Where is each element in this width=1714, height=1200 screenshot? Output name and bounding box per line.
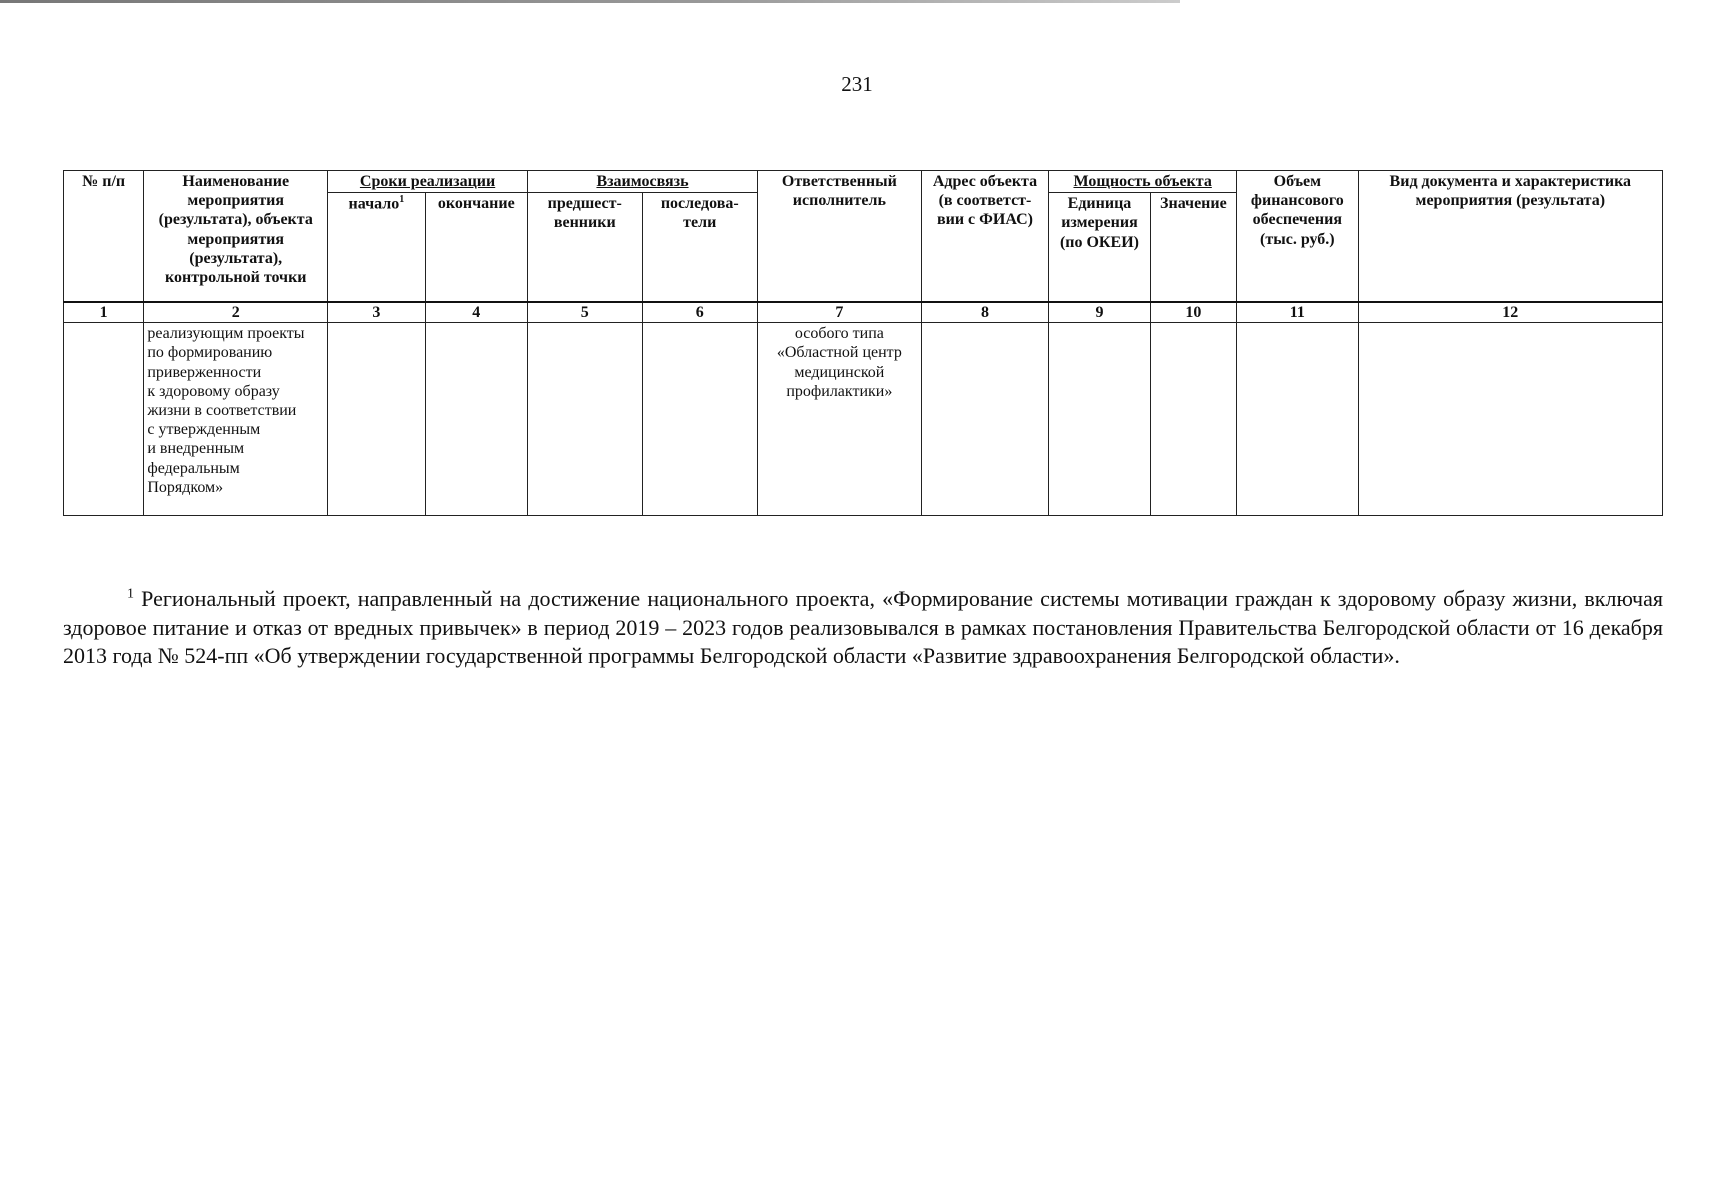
cell-successors	[642, 323, 758, 516]
cell-start	[328, 323, 425, 516]
cell-finance	[1237, 323, 1359, 516]
header-start	[328, 193, 425, 302]
cell-name-line: по формированию	[147, 344, 273, 362]
header-address: Адрес объекта (в соответст- вии с ФИАС)	[921, 171, 1049, 303]
plan-table	[63, 170, 1663, 516]
cell-unit	[1049, 323, 1150, 516]
column-number: 9	[1049, 302, 1150, 323]
column-number: 5	[528, 302, 643, 323]
cell-doc-type	[1358, 323, 1662, 516]
cell-executor-line: особого типа	[794, 325, 884, 343]
cell-name-line: жизни в соответствии	[147, 401, 297, 419]
header-row-top	[64, 171, 1663, 193]
column-number: 2	[144, 302, 328, 323]
header-num: № п/п	[64, 171, 144, 303]
column-numbers-row	[64, 302, 1663, 323]
column-number: 10	[1150, 302, 1236, 323]
cell-name-line: Порядком»	[147, 478, 224, 496]
cell-num	[64, 323, 144, 516]
footnote-mark: 1	[127, 586, 134, 602]
cell-name	[144, 323, 328, 516]
header-capacity-group	[1049, 171, 1237, 193]
header-terms-group	[328, 171, 528, 193]
column-number: 11	[1237, 302, 1359, 323]
cell-name-line: реализующим проекты	[147, 325, 305, 343]
footnote-text: Региональный проект, направленный на достижение национального проекта, «Формирование системы мотивации граждан к здоровому образу жизни, включая здоровое питание и отказ от вредных привычек» в период 2019 – 2023 годов реализовывался в рамках постановления Правительства Белгородской области от 16 декабря 2013 года № 524-пп «Об утверждении государственной программы Белгородской области «Развитие здравоохранения Белгородской области».	[63, 586, 1664, 669]
column-number: 7	[758, 302, 922, 323]
header-terms-group-label: Сроки реализации	[359, 173, 496, 190]
header-doc-type: Вид документа и характеристика мероприятия (результата)	[1358, 171, 1662, 303]
header-start-footnote-mark: 1	[399, 194, 405, 206]
cell-end	[425, 323, 527, 516]
cell-executor	[758, 323, 922, 516]
footnote	[63, 585, 1663, 671]
cell-address	[921, 323, 1049, 516]
cell-name-line: с утвержденным	[147, 421, 261, 439]
header-link-group	[528, 171, 758, 193]
column-number: 4	[425, 302, 527, 323]
cell-name-line: федеральным	[147, 459, 240, 477]
header-end: окончание	[425, 193, 527, 302]
header-predecessors: предшест- венники	[528, 193, 643, 302]
header-executor: Ответственный исполнитель	[758, 171, 922, 303]
header-link-group-label: Взаимосвязь	[596, 173, 689, 190]
scan-edge-decoration	[0, 0, 1180, 3]
column-number: 8	[921, 302, 1049, 323]
cell-name-line: приверженности	[147, 363, 262, 381]
cell-name-line: и внедренным	[147, 440, 245, 458]
cell-name-line: к здоровому образу	[147, 382, 280, 400]
header-finance: Объем финансового обеспечения (тыс. руб.)	[1237, 171, 1359, 303]
header-value: Значение	[1150, 193, 1236, 302]
column-number: 1	[64, 302, 144, 323]
header-unit: Единица измерения (по ОКЕИ)	[1049, 193, 1150, 302]
header-capacity-group-label: Мощность объекта	[1073, 173, 1212, 190]
cell-executor-line: медицинской	[794, 363, 885, 381]
cell-predecessors	[528, 323, 643, 516]
header-start-label: начало	[348, 195, 400, 213]
header-successors: последова- тели	[642, 193, 758, 302]
header-name: Наименование мероприятия (результата), объекта мероприятия (результата), контрольной точки	[144, 171, 328, 303]
column-number: 3	[328, 302, 425, 323]
table-row	[64, 323, 1663, 516]
page-number: 231	[841, 72, 873, 96]
cell-executor-line: профилактики»	[786, 382, 893, 400]
cell-executor-line: «Областной центр	[776, 344, 902, 362]
cell-value	[1150, 323, 1236, 516]
column-number: 6	[642, 302, 758, 323]
column-number: 12	[1358, 302, 1662, 323]
